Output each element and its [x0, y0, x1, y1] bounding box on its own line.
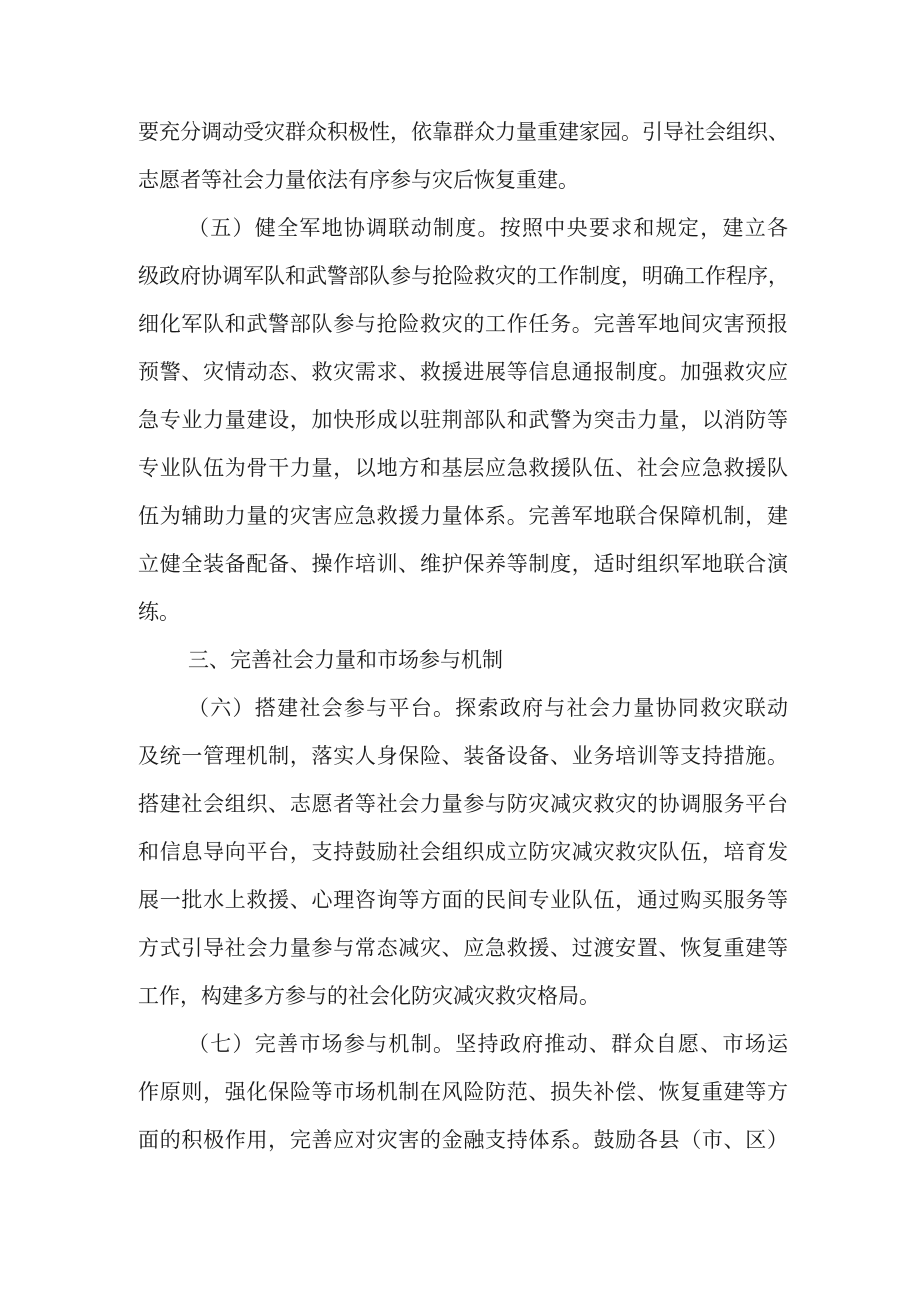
text-line: 急专业力量建设，加快形成以驻荆部队和武警为突击力量，以消防等	[138, 408, 788, 432]
chapter-heading-3: 三、完善社会力量和市场参与机制	[188, 648, 503, 672]
section-heading-6: （六）搭建社会参与平台。探索政府与社会力量协同救灾联动	[188, 696, 788, 720]
text-line: 工作，构建多方参与的社会化防灾减灾救灾格局。	[138, 984, 600, 1008]
text-line: 伍为辅助力量的灾害应急救援力量体系。完善军地联合保障机制，建	[138, 504, 788, 528]
text-line: 专业队伍为骨干力量，以地方和基层应急救援队伍、社会应急救援队	[138, 456, 788, 480]
text-line: 练。	[138, 600, 180, 624]
text-line: 搭建社会组织、志愿者等社会力量参与防灾减灾救灾的协调服务平台	[138, 792, 788, 816]
text-line: 志愿者等社会力量依法有序参与灾后恢复重建。	[138, 168, 579, 192]
text-line: 要充分调动受灾群众积极性，依靠群众力量重建家园。引导社会组织、	[138, 120, 789, 144]
text-line: 和信息导向平台，支持鼓励社会组织成立防灾减灾救灾队伍，培育发	[138, 840, 788, 864]
text-line: 展一批水上救援、心理咨询等方面的民间专业队伍，通过购买服务等	[138, 888, 788, 912]
section-heading-5: （五）健全军地协调联动制度。按照中央要求和规定，建立各	[188, 216, 788, 240]
text-line: 立健全装备配备、操作培训、维护保养等制度，适时组织军地联合演	[138, 552, 788, 576]
text-line: 作原则，强化保险等市场机制在风险防范、损失补偿、恢复重建等方	[138, 1080, 788, 1104]
text-line: 方式引导社会力量参与常态减灾、应急救援、过渡安置、恢复重建等	[138, 936, 788, 960]
text-line: 细化军队和武警部队参与抢险救灾的工作任务。完善军地间灾害预报	[138, 312, 788, 336]
text-line: 及统一管理机制，落实人身保险、装备设备、业务培训等支持措施。	[138, 744, 788, 768]
text-line: 面的积极作用，完善应对灾害的金融支持体系。鼓励各县（市、区）	[138, 1128, 788, 1152]
section-heading-7: （七）完善市场参与机制。坚持政府推动、群众自愿、市场运	[188, 1032, 788, 1056]
text-line: 预警、灾情动态、救灾需求、救援进展等信息通报制度。加强救灾应	[138, 360, 788, 384]
text-line: 级政府协调军队和武警部队参与抢险救灾的工作制度，明确工作程序，	[138, 264, 789, 288]
